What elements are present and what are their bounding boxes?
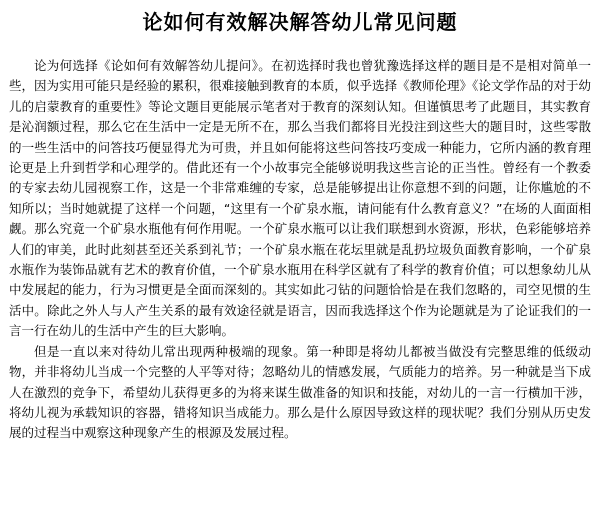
body-paragraph-2: 但是一直以来对待幼儿常出现两种极端的现象。第一种即是将幼儿都被当做没有完整思维的低级动物，并非将幼儿当成一个完整的人平等对待；忽略幼儿的情感发展，气质能力的培养。另一种就是当下成人在激烈的竞争下，希望幼儿获得更多的为将来谋生做准备的知识和技能，对幼儿的一言一行横加干涉，将幼儿视为承载知识的容器，错将知识当成能力。那么是什么原因导致这样的现状呢？我们分别从历史发展的过程当中观察这种现象产生的根源及发展过程。 (9, 343, 591, 441)
document-title: 论如何有效解决解答幼儿常见问题 (142, 10, 458, 34)
body-paragraph-1: 论为何选择《论如何有效解答幼儿提问》。在初选择时我也曾犹豫选择这样的题目是不是相对简单一些，因为实用可能只是经验的累积，很难接触到教育的本质，似乎选择《教师伦理》《论文学作品的对于幼儿的启蒙教育的重要性》等论文题目更能展示笔者对于教育的深刻认知。但谨慎思考了此题目，其实教育是沁润额过程，那么它在生活中一定是无所不在，那么当我们都将目光投注到这些大的题目时，这些零散的一些生活中的问答技巧便显得尤为可贵，并且如何能将这些问答技巧变成一种能力，它所内涵的教育理论更是上升到哲学和心理学的。借此还有一个小故事完全能够说明我这些言论的正当性。曾经有一个教委的专家去幼儿园视察工作，这是一个非常难缠的专家，总是能够提出让你意想不到的问题，让你尴尬的不知所以；当时她就提了这样一个问题，“这里有一个矿泉水瓶，请问能有什么教育意义？”在场的人面面相觑。那么究竟一个矿泉水瓶他有何作用呢。一个矿泉水瓶可以让我们联想到水资源，形状，色彩能够培养人们的审美，此时此刻甚至还关系到礼节；一个矿泉水瓶在花坛里就是乱扔垃圾负面教育影响，一个矿泉水瓶作为装饰品就有艺术的教育价值，一个矿泉水瓶用在科学区就有了科学的教育价值；可以想象幼儿从中发展起的能力，行为习惯更是全面而深刻的。其实如此刁钻的问题恰恰是在我们忽略的，司空见惯的生活中。除此之外人与人产生关系的最有效途径就是语言，因而我选择这个作为论题就是为了论证我们的一言一行在幼儿的生活中产生的巨大影响。 (9, 58, 591, 339)
